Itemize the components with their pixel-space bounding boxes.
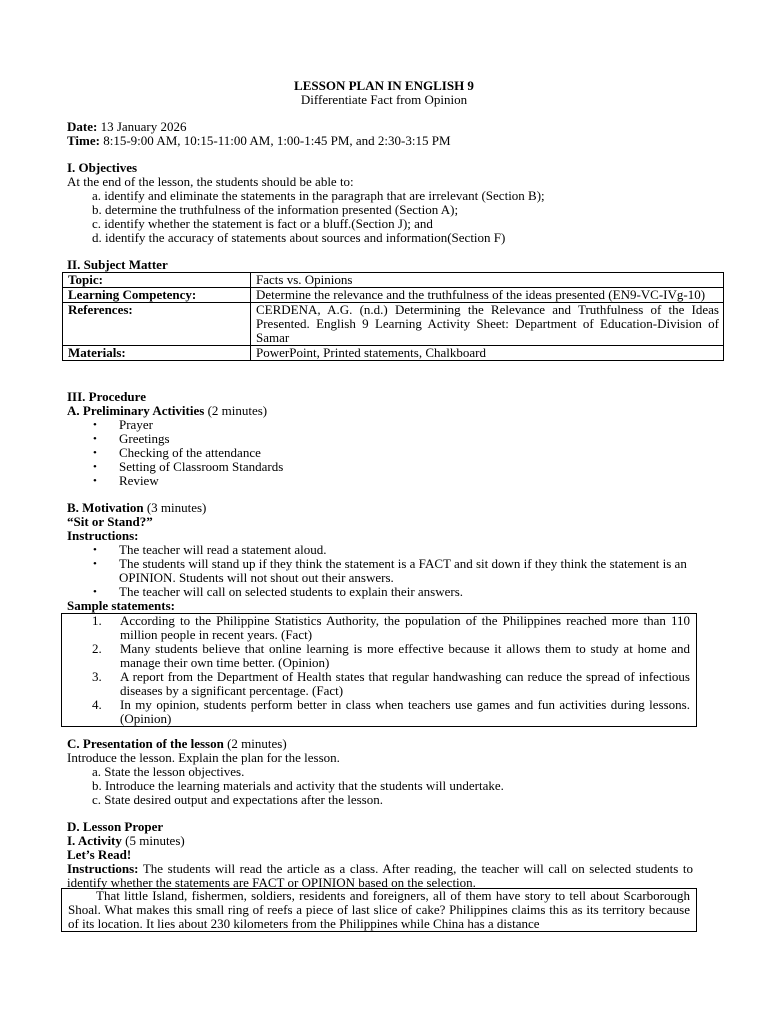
list-item: • The teacher will call on selected students to explain their answers. bbox=[67, 585, 693, 599]
meta-block bbox=[67, 120, 697, 148]
table-value: Facts vs. Opinions bbox=[251, 273, 724, 288]
list-item: • Prayer bbox=[67, 418, 697, 432]
presentation-item: c. State desired output and expectations after the lesson. bbox=[92, 792, 383, 807]
table-key: Learning Competency: bbox=[63, 288, 251, 303]
objective-item: a. identify and eliminate the statements in the paragraph that are irrelevant (Section B); bbox=[92, 188, 545, 203]
activity-heading bbox=[67, 834, 693, 848]
preliminary-label: A. Preliminary Activities bbox=[67, 403, 205, 418]
sample-text: In my opinion, students perform better in class when teachers use games and fun activities during lessons. (Opinion) bbox=[120, 697, 690, 726]
presentation-item: a. State the lesson objectives. bbox=[92, 764, 245, 779]
objective-item: b. determine the truthfulness of the information presented (Section A); bbox=[92, 202, 459, 217]
date-value: 13 January 2026 bbox=[100, 119, 187, 134]
sample-text: Many students believe that online learning is more effective because it allows them to study at home and manage their own time better. (Opinion) bbox=[120, 641, 690, 670]
presentation-heading bbox=[67, 737, 697, 751]
game-title: “Sit or Stand?” bbox=[67, 514, 153, 529]
table-row bbox=[63, 346, 724, 361]
document-subtitle: Differentiate Fact from Opinion bbox=[300, 92, 468, 107]
table-key: Topic: bbox=[63, 273, 251, 288]
table-row bbox=[63, 273, 724, 288]
samples-label: Sample statements: bbox=[67, 598, 175, 613]
table-row bbox=[63, 288, 724, 303]
preliminary-heading bbox=[67, 404, 697, 418]
activity-instructions-label: Instructions: bbox=[67, 861, 139, 876]
objectives-heading: I. Objectives bbox=[67, 160, 138, 175]
document-title: LESSON PLAN IN ENGLISH 9 bbox=[294, 78, 474, 93]
table-key: Materials: bbox=[63, 346, 251, 361]
list-item: • Setting of Classroom Standards bbox=[67, 460, 697, 474]
article-box bbox=[61, 888, 697, 932]
activity-instructions bbox=[67, 862, 693, 890]
table-key: References: bbox=[63, 303, 251, 346]
motivation-section bbox=[67, 501, 697, 613]
time-line bbox=[67, 134, 697, 148]
sample-number: 2. bbox=[92, 641, 102, 656]
sample-number: 4. bbox=[92, 697, 102, 712]
list-item: • Greetings bbox=[67, 432, 697, 446]
sample-statements-box bbox=[61, 613, 697, 727]
presentation-item: b. Introduce the learning materials and activity that the students will undertake. bbox=[92, 778, 504, 793]
table-row bbox=[63, 303, 724, 346]
motivation-instructions-label: Instructions: bbox=[67, 528, 139, 543]
procedure-heading: III. Procedure bbox=[67, 389, 146, 404]
activity-instructions-text: The students will read the article as a class. After reading, the teacher will call on selected students to identify whether the statements are FACT or OPINION based on the selection. bbox=[67, 861, 694, 890]
objectives-section bbox=[67, 161, 697, 245]
presentation-label: C. Presentation of the lesson bbox=[67, 736, 224, 751]
list-item: • The students will stand up if they think the statement is a FACT and sit down if they think the statement is an OPINION. Students will not shout out their answers. bbox=[67, 557, 693, 585]
sample-statement bbox=[62, 614, 696, 642]
time-label: Time: bbox=[67, 133, 100, 148]
presentation-intro: Introduce the lesson. Explain the plan for the lesson. bbox=[67, 750, 340, 765]
motivation-label: B. Motivation bbox=[67, 500, 144, 515]
motivation-instructions-list bbox=[67, 543, 693, 599]
sample-number: 3. bbox=[92, 669, 102, 684]
motivation-heading bbox=[67, 501, 697, 515]
table-value: CERDENA, A.G. (n.d.) Determining the Relevance and Truthfulness of the Ideas Presented. English 9 Learning Activity Sheet: Department of Education-Division of Samar bbox=[251, 303, 724, 346]
presentation-section bbox=[67, 737, 697, 807]
sample-statement bbox=[62, 698, 696, 726]
sample-statement bbox=[62, 670, 696, 698]
subject-matter-heading: II. Subject Matter bbox=[67, 257, 168, 272]
date-line bbox=[67, 120, 697, 134]
list-item: • Review bbox=[67, 474, 697, 488]
lesson-proper-section bbox=[67, 820, 693, 890]
sample-number: 1. bbox=[92, 613, 102, 628]
subject-matter-table bbox=[62, 272, 724, 361]
activity-label: I. Activity bbox=[67, 833, 122, 848]
time-value: 8:15-9:00 AM, 10:15-11:00 AM, 1:00-1:45 PM, and 2:30-3:15 PM bbox=[103, 133, 451, 148]
date-label: Date: bbox=[67, 119, 98, 134]
preliminary-list bbox=[67, 418, 697, 488]
procedure-section bbox=[67, 390, 697, 488]
list-item: • Checking of the attendance bbox=[67, 446, 697, 460]
activity-title: Let’s Read! bbox=[67, 847, 132, 862]
list-item: • The teacher will read a statement aloud. bbox=[67, 543, 693, 557]
activity-duration: (5 minutes) bbox=[125, 833, 185, 848]
table-value: Determine the relevance and the truthfulness of the ideas presented (EN9-VC-IVg-10) bbox=[251, 288, 724, 303]
preliminary-duration: (2 minutes) bbox=[207, 403, 268, 418]
sample-text: A report from the Department of Health states that regular handwashing can reduce the spread of infectious diseases by a significant percentage. (Fact) bbox=[120, 669, 690, 698]
objective-item: d. identify the accuracy of statements about sources and information(Section F) bbox=[92, 230, 506, 245]
article-text: That little Island, fishermen, soldiers, residents and foreigners, all of them have story to tell about Scarborough Shoal. What makes this small ring of reefs a piece of last slice of cake? Philippines claims this as its territory because of its location. It lies about 230 kilometers from the Philippines while China has a distance bbox=[68, 888, 690, 931]
lesson-proper-heading: D. Lesson Proper bbox=[67, 819, 164, 834]
objective-item: c. identify whether the statement is fact or a bluff.(Section J); and bbox=[92, 216, 433, 231]
objectives-intro: At the end of the lesson, the students should be able to: bbox=[67, 174, 354, 189]
sample-statement bbox=[62, 642, 696, 670]
motivation-duration: (3 minutes) bbox=[146, 500, 207, 515]
sample-text: According to the Philippine Statistics Authority, the population of the Philippines reached more than 110 million people in recent years. (Fact) bbox=[120, 613, 690, 642]
presentation-duration: (2 minutes) bbox=[227, 736, 287, 751]
table-value: PowerPoint, Printed statements, Chalkboard bbox=[251, 346, 724, 361]
